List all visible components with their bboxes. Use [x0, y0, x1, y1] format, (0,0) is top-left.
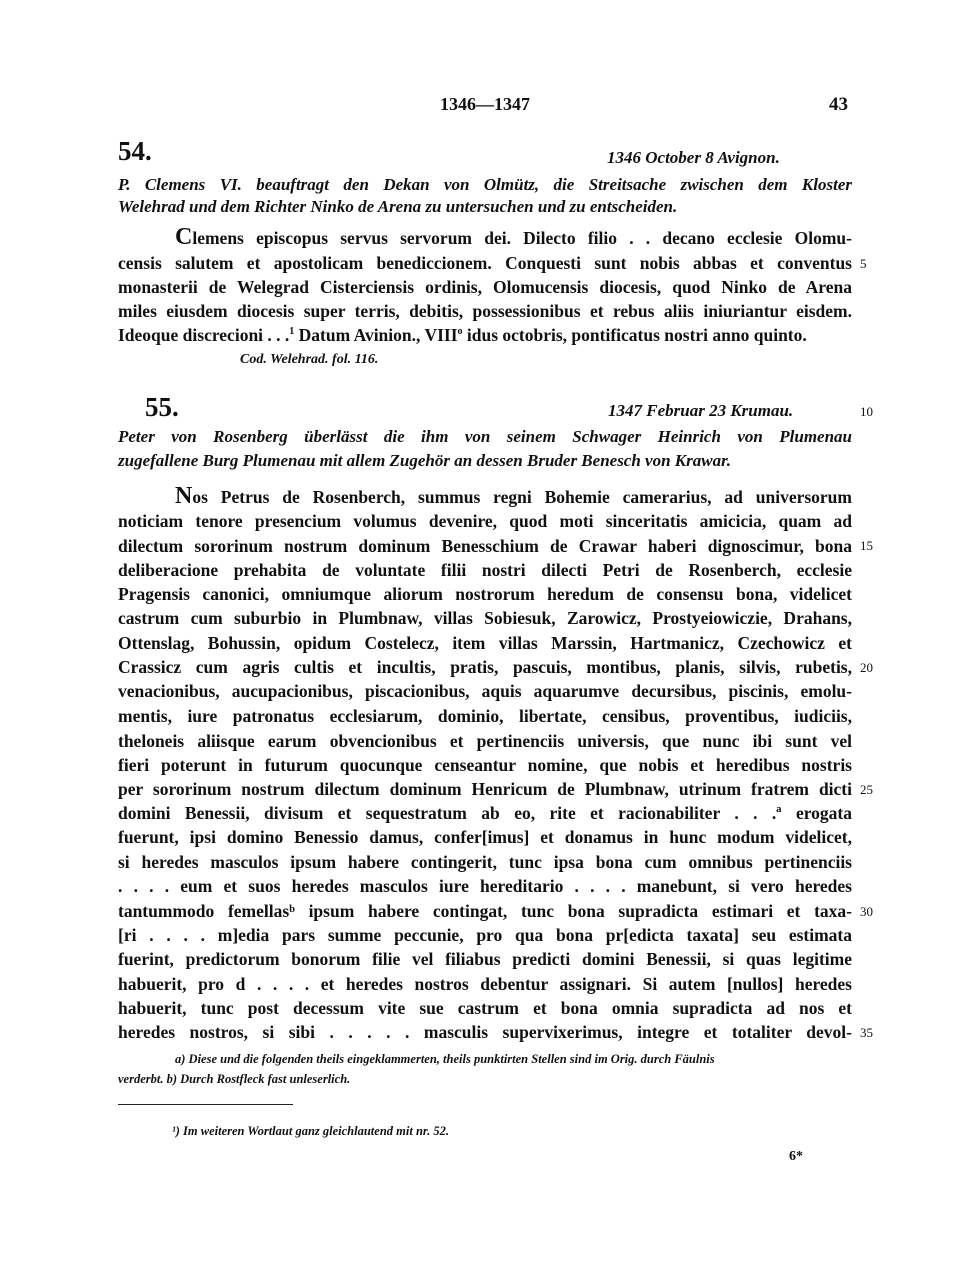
- doc54-text-line: [118, 322, 852, 348]
- line-number: 10: [860, 404, 873, 419]
- doc55-text-line: fieri poterunt in futurum quocunque censeantur nomine, que nobis et heredibus nostris: [118, 755, 852, 775]
- doc55-text-line: . . . . eum et suos heredes masculos iure hereditario . . . . manebunt, si vero heredes: [118, 876, 852, 896]
- doc55-text-line: noticiam tenore presencium volumus devenire, quod moti sinceritatis amicicia, quam ad: [118, 511, 852, 531]
- apparatus-note-line-1: a) Diese und die folgenden theils eingeklammerten, theils punktirten Stellen sind im Orig. durch Fäulnis: [175, 1052, 715, 1066]
- doc55-text-line: tantummodo femellasᵇ ipsum habere contingat, tunc bona supradicta estimari et taxa-: [118, 901, 852, 921]
- line-number: 30: [860, 904, 873, 919]
- line-number: 20: [860, 660, 873, 675]
- doc54-summary-line-1: P. Clemens VI. beauftragt den Dekan von Olmütz, die Streitsache zwischen dem Kloster: [118, 175, 852, 194]
- line-number: 5: [860, 256, 867, 271]
- doc55-text-line: [175, 483, 852, 509]
- superscript: o: [457, 326, 463, 338]
- signature-mark: 6*: [789, 1149, 803, 1164]
- doc54-text-span: idus octobris, pontificatus nostri anno quinto.: [462, 325, 807, 345]
- doc54-text-line: miles eiusdem diocesis super terris, debitis, possessionibus et rebus aliis iniuriantur eisdem.: [118, 301, 852, 321]
- doc55-text-line: fuerunt, ipsi domino Benessio damus, confer[imus] et donamus in hunc modum videlicet,: [118, 827, 852, 847]
- initial-letter: N: [175, 483, 193, 509]
- footnote-rule: [118, 1104, 293, 1105]
- doc55-text-line: habuerit, pro d . . . . et heredes nostros debentur assignari. Si autem [nullos] heredes: [118, 974, 852, 994]
- doc54-text-line: monasterii de Welegrad Cisterciensis ordinis, Olomucensis diocesis, quod Ninko de Arena: [118, 277, 852, 297]
- doc55-text-span: os Petrus de Rosenberch, summus regni Bohemie camerarius, ad universorum: [192, 487, 852, 507]
- running-title: 1346—1347: [440, 94, 530, 114]
- doc55-dateline: 1347 Februar 23 Krumau.: [608, 401, 794, 420]
- footnote-1: ¹) Im weiteren Wortlaut ganz gleichlautend mit nr. 52.: [172, 1124, 449, 1138]
- doc55-text-line: Crassicz cum agris cultis et incultis, pratis, pascuis, montibus, planis, silvis, rubetis,: [118, 657, 852, 677]
- doc54-dateline: 1346 October 8 Avignon.: [607, 148, 780, 167]
- doc55-text-line: heredes nostros, si sibi . . . . . masculis supervixerimus, integre et totaliter devol-: [118, 1022, 852, 1042]
- doc55-text-line: domini Benessii, divisum et sequestratum ab eo, rite et racionabiliter . . .ª erogata: [118, 803, 852, 823]
- footnote-ref: 1: [289, 326, 295, 338]
- line-number: 35: [860, 1025, 873, 1040]
- page-number: 43: [829, 94, 848, 115]
- doc54-text-span: Ideoque discrecioni . . .: [118, 325, 290, 345]
- line-number: 15: [860, 538, 873, 553]
- doc55-text-line: castrum cum suburbio in Plumbnaw, villas Sobiesuk, Zarowicz, Prostyeiowiczie, Drahans,: [118, 608, 852, 628]
- doc54-text-span: lemens episcopus servus servorum dei. Dilecto filio . . decano ecclesie Olomu-: [192, 228, 852, 248]
- doc55-summary-line-2: zugefallene Burg Plumenau mit allem Zugehör an dessen Bruder Benesch von Krawar.: [118, 451, 732, 470]
- doc55-text-line: venacionibus, aucupacionibus, piscacionibus, aquis aquarumve decursibus, piscinis, emolu-: [118, 681, 852, 701]
- doc55-number: 55.: [145, 392, 179, 422]
- doc55-text-line: dilectum sororinum nostrum dominum Benesschium de Crawar haberi dignoscimur, bona: [118, 536, 852, 556]
- doc55-text-line: habuerit, tunc post decessum vite sue castrum et bona omnia supradicta ad nos et: [118, 998, 852, 1018]
- doc54-number: 54.: [118, 136, 152, 166]
- doc55-text-line: Ottenslag, Bohussin, opidum Costelecz, item villas Marssin, Hartmanicz, Czechowicz et: [118, 633, 852, 653]
- line-number: 25: [860, 782, 873, 797]
- initial-letter: C: [175, 224, 193, 250]
- apparatus-note-line-2: verderbt. b) Durch Rostfleck fast unleserlich.: [118, 1072, 351, 1086]
- doc54-text-span: Datum Avinion., VIII: [294, 325, 458, 345]
- doc55-text-line: theloneis aliisque earum obvencionibus et pertinenciis universis, que nunc ibi sunt vel: [118, 731, 852, 751]
- doc54-text-line: censis salutem et apostolicam benediccionem. Conquesti sunt nobis abbas et conventus: [118, 253, 852, 273]
- doc55-text-line: fuerint, predictorum bonorum filie vel filiabus predicti domini Benessii, si quas legitime: [118, 949, 852, 969]
- doc55-summary-line-1: Peter von Rosenberg überlässt die ihm von seinem Schwager Heinrich von Plumenau: [118, 427, 852, 446]
- doc54-summary-line-2: Welehrad und dem Richter Ninko de Arena zu untersuchen und zu entscheiden.: [118, 197, 678, 216]
- doc55-text-line: deliberacione prehabita de voluntate filii nostri dilecti Petri de Rosenberch, ecclesie: [118, 560, 852, 580]
- doc54-source: Cod. Welehrad. fol. 116.: [240, 352, 379, 367]
- doc55-text-line: per sororinum nostrum dilectum dominum Henricum de Plumbnaw, utrinum fratrem dicti: [118, 779, 852, 799]
- doc55-text-line: si heredes masculos ipsum habere contingerit, tunc ipsa bona cum omnibus pertinenciis: [118, 852, 852, 872]
- doc54-text-line: [175, 224, 852, 250]
- doc55-text-line: Pragensis canonici, omniumque aliorum nostrorum heredum de consensu bona, videlicet: [118, 584, 852, 604]
- doc55-text-line: mentis, iure patronatus ecclesiarum, dominio, libertate, censibus, proventibus, iudiciis,: [118, 706, 852, 726]
- doc55-text-line: [ri . . . . m]edia pars summe peccunie, pro qua bona pr[edicta taxata] seu estimata: [118, 925, 852, 945]
